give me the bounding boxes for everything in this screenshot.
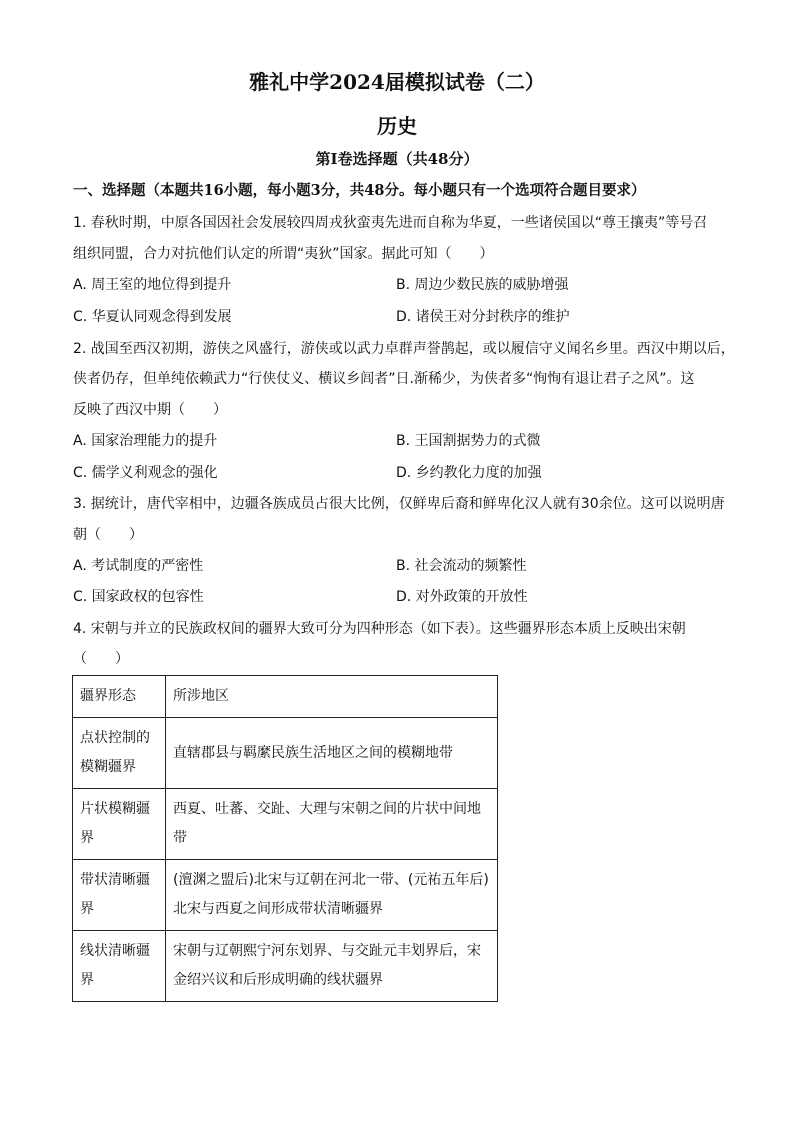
table-cell: 片状模糊疆界 <box>73 789 166 860</box>
table-header-cell: 疆界形态 <box>73 676 166 718</box>
table-cell: 直辖郡县与羁縻民族生活地区之间的模糊地带 <box>166 718 498 789</box>
q2-option-b: B. 王国割据势力的式微 <box>396 433 541 449</box>
border-forms-table <box>72 675 498 1002</box>
table-row <box>73 860 498 931</box>
question-1-line-1: 1. 春秋时期，中原各国因社会发展较四周戎狄蛮夷先进而自称为华夏，一些诸侯国以“尊王攘夷”等号召 <box>73 215 708 231</box>
table-row <box>73 931 498 1002</box>
q2-option-c: C. 儒学义利观念的强化 <box>73 465 218 481</box>
part-heading: 第Ⅰ卷选择题（共48分） <box>315 150 479 168</box>
table-cell: 线状清晰疆界 <box>73 931 166 1002</box>
exam-title: 雅礼中学2024届模拟试卷（二） <box>249 70 545 94</box>
question-2-line-3: 反映了西汉中期（ ） <box>73 402 227 418</box>
question-3-line-2: 朝（ ） <box>73 527 143 543</box>
table-cell: 西夏、吐蕃、交趾、大理与宋朝之间的片状中间地带 <box>166 789 498 860</box>
q1-option-d: D. 诸侯王对分封秩序的维护 <box>396 309 570 325</box>
question-3-line-1: 3. 据统计，唐代宰相中，边疆各族成员占很大比例，仅鲜卑后裔和鲜卑化汉人就有30余位。这可以说明唐 <box>73 496 725 512</box>
section-heading: 一、选择题（本题共16小题，每小题3分，共48分。每小题只有一个选项符合题目要求） <box>73 182 646 199</box>
q3-option-a: A. 考试制度的严密性 <box>73 558 204 574</box>
q3-option-c: C. 国家政权的包容性 <box>73 589 204 605</box>
table-cell: 带状清晰疆界 <box>73 860 166 931</box>
q3-option-b: B. 社会流动的频繁性 <box>396 558 527 574</box>
q1-option-b: B. 周边少数民族的威胁增强 <box>396 277 569 293</box>
question-2-line-1: 2. 战国至西汉初期，游侠之风盛行，游侠或以武力卓群声誉鹊起，或以履信守义闻名乡里。西汉中期以后， <box>73 341 735 357</box>
table-cell: (澶渊之盟后)北宋与辽朝在河北一带、(元祐五年后)北宋与西夏之间形成带状清晰疆界 <box>166 860 498 931</box>
table-row <box>73 718 498 789</box>
table-cell: 宋朝与辽朝熙宁河东划界、与交趾元丰划界后，宋金绍兴议和后形成明确的线状疆界 <box>166 931 498 1002</box>
subject-title: 历史 <box>377 114 417 138</box>
q3-option-d: D. 对外政策的开放性 <box>396 589 528 605</box>
table-cell: 点状控制的模糊疆界 <box>73 718 166 789</box>
table-header-cell: 所涉地区 <box>166 676 498 718</box>
question-2-line-2: 侠者仍存，但单纯依赖武力“行侠仗义、横议乡闾者”日.渐稀少，为侠者多“恂恂有退让君子之风”。这 <box>73 371 695 387</box>
q2-option-a: A. 国家治理能力的提升 <box>73 433 218 449</box>
question-4-line-2: （ ） <box>73 651 129 667</box>
q2-option-d: D. 乡约教化力度的加强 <box>396 465 542 481</box>
q1-option-c: C. 华夏认同观念得到发展 <box>73 309 232 325</box>
table-row <box>73 789 498 860</box>
q1-option-a: A. 周王室的地位得到提升 <box>73 277 232 293</box>
question-4-line-1: 4. 宋朝与并立的民族政权间的疆界大致可分为四种形态（如下表）。这些疆界形态本质上反映出宋朝 <box>73 621 686 637</box>
table-header-row <box>73 676 498 718</box>
question-1-line-2: 组织同盟，合力对抗他们认定的所谓“夷狄”国家。据此可知（ ） <box>73 246 494 262</box>
